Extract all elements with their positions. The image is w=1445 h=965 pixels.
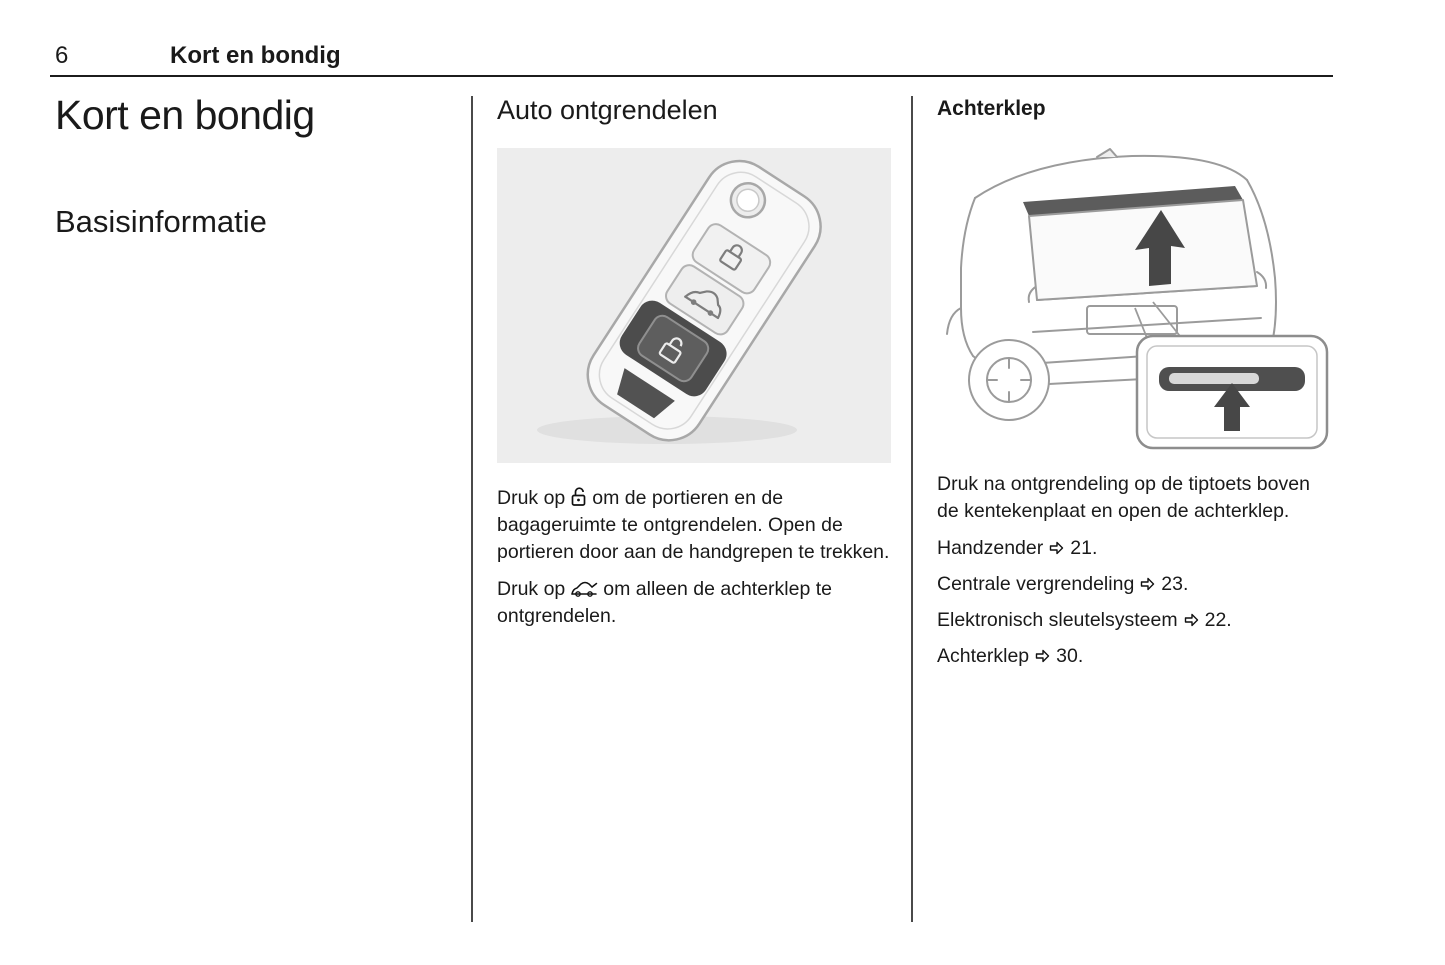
key-fob-figure bbox=[497, 148, 891, 463]
reference-handzender bbox=[937, 535, 1333, 562]
reference-label: Elektronisch sleutelsysteem bbox=[937, 609, 1178, 631]
reference-label: Handzender bbox=[937, 537, 1044, 559]
car-tailgate-open-icon bbox=[570, 581, 598, 598]
paragraph-tailgate: Druk na ontgrendeling op de tiptoets boven de kentekenplaat en open de achterklep. bbox=[937, 473, 1310, 522]
page-reference-arrow-icon bbox=[1184, 613, 1199, 627]
header-rule bbox=[50, 75, 1333, 77]
text-run: Druk op bbox=[497, 578, 566, 600]
right-column bbox=[937, 92, 1333, 679]
reference-centrale-vergrendeling bbox=[937, 571, 1333, 598]
text-run: om de portieren en de bagageruimte te ontgrendelen. Open de portieren door aan de handgrepen te trekken. bbox=[497, 487, 890, 563]
column-divider bbox=[471, 96, 473, 922]
reference-page: 30. bbox=[1056, 645, 1084, 667]
column-divider bbox=[911, 96, 913, 922]
reference-page: 22. bbox=[1204, 609, 1232, 631]
text-run: Druk op bbox=[497, 487, 566, 509]
page-reference-arrow-icon bbox=[1140, 577, 1155, 591]
unlock-icon bbox=[570, 486, 587, 507]
reference-page: 23. bbox=[1161, 573, 1189, 595]
text-run: om alleen de achterklep te ontgrendelen. bbox=[497, 578, 833, 627]
reference-list bbox=[937, 535, 1333, 670]
left-column bbox=[55, 92, 435, 240]
reference-achterklep bbox=[937, 643, 1333, 670]
page-reference-arrow-icon bbox=[1035, 649, 1050, 663]
paragraph-unlock-tailgate bbox=[497, 576, 891, 630]
page-number: 6 bbox=[55, 42, 69, 69]
topic-heading-achterklep: Achterklep bbox=[937, 97, 1046, 120]
running-header-title: Kort en bondig bbox=[170, 42, 341, 69]
chapter-title: Kort en bondig bbox=[55, 92, 315, 138]
tailgate-figure bbox=[937, 136, 1333, 453]
reference-elektronisch-sleutelsysteem bbox=[937, 607, 1333, 634]
reference-label: Centrale vergrendeling bbox=[937, 573, 1135, 595]
paragraph-unlock-doors bbox=[497, 485, 891, 566]
key-fob-illustration bbox=[497, 148, 891, 463]
topic-heading-auto-ontgrendelen: Auto ontgrendelen bbox=[497, 95, 718, 125]
page-reference-arrow-icon bbox=[1049, 541, 1064, 555]
section-title: Basisinformatie bbox=[55, 204, 267, 239]
reference-label: Achterklep bbox=[937, 645, 1030, 667]
reference-page: 21. bbox=[1070, 537, 1098, 559]
middle-column bbox=[497, 92, 891, 630]
tailgate-illustration bbox=[937, 136, 1333, 453]
